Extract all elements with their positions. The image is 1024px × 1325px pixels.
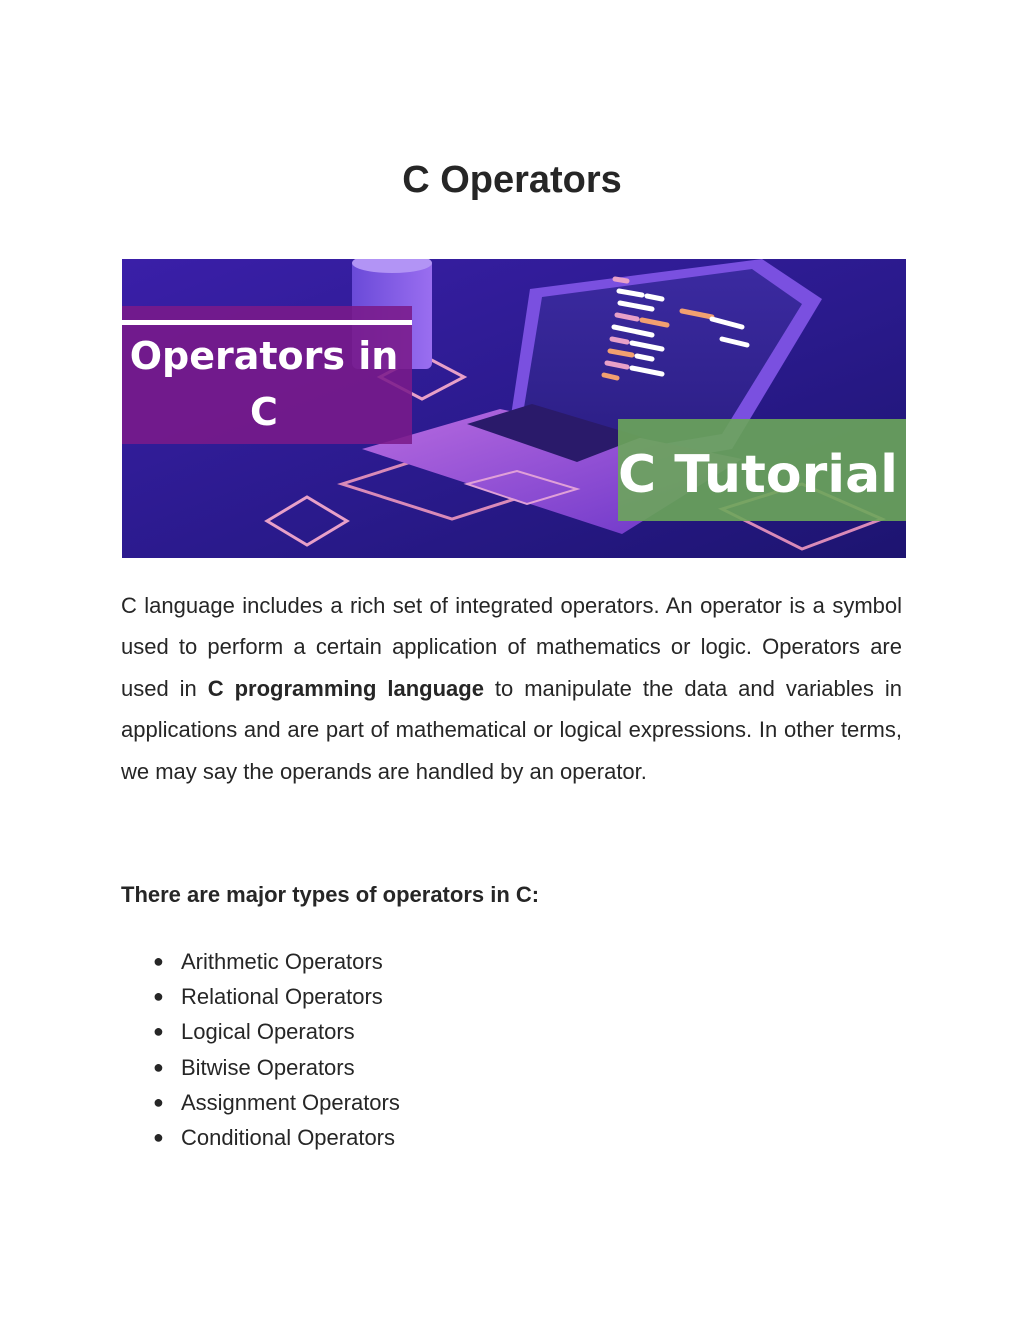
list-item [121, 1120, 400, 1155]
list-item-label: Conditional Operators [181, 1125, 396, 1151]
list-item-label: Assignment Operators [181, 1089, 400, 1115]
list-item [121, 1014, 400, 1049]
intro-text-after: to manipulate the data and variables in applications and are part of mathematical or logical expressions. In other terms, we may say the operands are handled by an operator. [121, 675, 902, 784]
bullet-icon: ● [153, 951, 164, 971]
banner-image [122, 259, 906, 558]
list-item [121, 979, 400, 1014]
list-item [121, 1050, 400, 1085]
list-item-label: Arithmetic Operators [181, 949, 383, 974]
bullet-icon: ● [153, 1127, 164, 1148]
bullet-icon: ● [153, 986, 164, 1007]
operator-types-list [121, 944, 400, 1155]
list-item-label: Relational Operators [181, 984, 383, 1010]
intro-paragraph [121, 585, 902, 792]
banner-label-right [618, 419, 906, 521]
page-title: C Operators [402, 159, 622, 201]
banner-label-right-text: C Tutorial [617, 445, 899, 505]
intro-bold-text: C programming language [207, 675, 484, 701]
list-item-label: Logical Operators [181, 1019, 355, 1045]
banner-label-left-line2: C [250, 390, 278, 434]
banner-label-left-line1: Operators in [129, 334, 399, 378]
types-heading: There are major types of operators in C: [121, 882, 540, 907]
bullet-icon: ● [153, 1056, 164, 1077]
list-item [121, 944, 400, 979]
bullet-icon: ● [153, 1021, 164, 1042]
banner-label-left [122, 306, 412, 444]
bullet-icon: ● [153, 1091, 164, 1112]
intro-text-before: C language includes a rich set of integrated operators. An operator is a symbol used to perform a certain application of mathematics or logic. Operators are used in [121, 593, 902, 701]
list-item-label: Bitwise Operators [181, 1054, 355, 1080]
banner-illustration [122, 259, 906, 558]
list-item [121, 1085, 400, 1120]
